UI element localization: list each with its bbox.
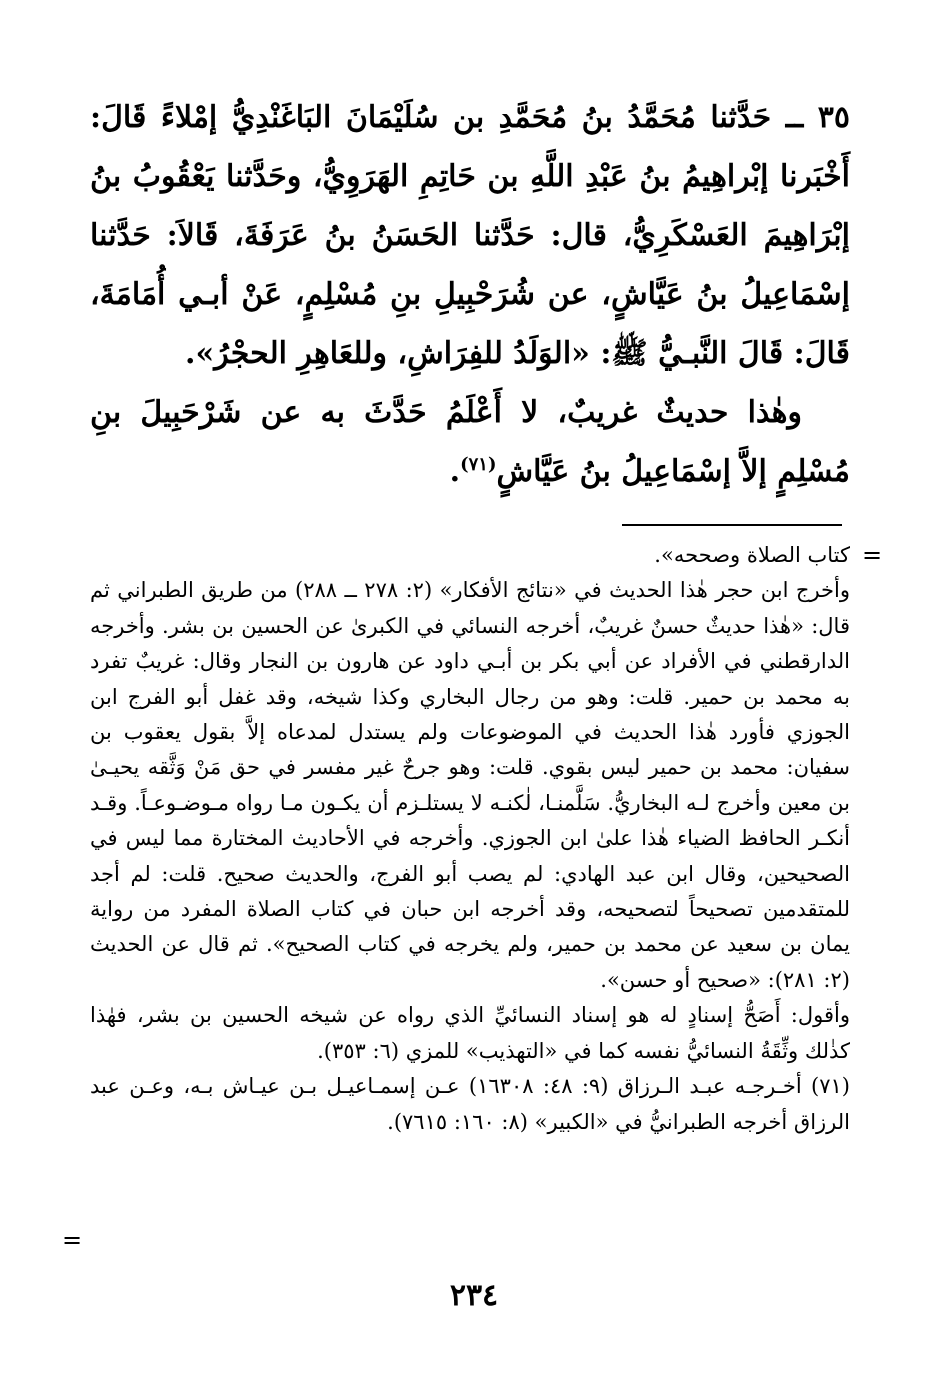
footnote-continuation: كتاب الصلاة وصححه». <box>654 543 850 567</box>
footnote-separator <box>622 524 842 526</box>
main-text <box>90 88 850 501</box>
footnote-reference: (٧١) <box>460 454 497 475</box>
footnote-ibn-hajar: وأخرج ابن حجر هٰذا الحديث في «نتائج الأفكار» (٢: ٢٧٨ ــ ٢٨٨) من طريق الطبراني ثم قال: «هٰذا حديثٌ حسنٌ غريبٌ، أخرجه النسائي في الكبرىٰ عن الحسين بن بشر. وأخرجه الدارقطني في الأفراد عن أبي بكر بن أبـي داود عن هارون بن النجار وقال: غريبٌ تفرد به محمد بن حمير. قلت: وهو من رجال البخاري وكذا شيخه، وقد غفل أبو الفرج ابن الجوزي فأورد هٰذا الحديث في الموضوعات ولم يستدل لمدعاه إلاَّ بقول يعقوب بن سفيان: محمد بن حمير ليس بقوي. قلت: وهو جرحٌ غير مفسر في حق مَنْ وَثَّقه يحيـىٰ بن معين وأخرج لـه البخاريُّ. سَلَّمنـا، لٰكنـه لا يستلـزم أن يكـون مـا رواه مـوضـوعـاً. وقـد أنكـر الحافظ الضياء هٰذا علىٰ ابن الجوزي. وأخرجه في الأحاديث المختارة مما ليس في الصحيحين، وقال ابن عبد الهادي: لم يصب أبو الفرج، والحديث صحيح. قلت: لم أجد للمتقدمين تصحيحاً لتصحيحه، وقد أخرجه ابن حبان في كتاب الصلاة المفرد من رواية يمان بن سعيد عن محمد بن حمير، ولم يخرجه في كتاب الصحيح». ثم قال عن الحديث (٢: ٢٨١): «صحيح أو حسن». <box>90 578 850 992</box>
hadith-paragraph <box>90 88 850 383</box>
remark-text: وهٰذا حديثٌ غريبٌ، لا أَعْلَمُ حَدَّثَ به عن شَرْحَبِيلَ بنِ مُسْلِمٍ إلاَّ إسْمَاعِيلُ بنُ عَيَّاشٍ <box>90 395 850 489</box>
page-number: ٢٣٤ <box>449 1278 499 1313</box>
hadith-number: ٣٥ <box>817 100 850 135</box>
footnote-author-note: وأقول: أَصَحُّ إسنادٍ له هو إسناد النسائيِّ الذي رواه عن شيخه الحسين بن بشر، فهٰذا كذٰلك وثِّقَةُ النسائيُّ نفسه كما في «التهذيب» للمزي (٦: ٣٥٣). <box>90 1003 850 1063</box>
remark-paragraph <box>90 383 850 501</box>
footnotes <box>90 538 850 1140</box>
remark-end: . <box>449 454 461 489</box>
continuation-mark-bottom: = <box>62 1226 83 1254</box>
continuation-mark-top: = <box>862 541 883 569</box>
hadith-text: ــ حَدَّثنا مُحَمَّدُ بنُ مُحَمَّدِ بن سُلَيْمَانَ البَاغَنْدِيُّ إمْلاءً قَالَ: أَخْبَرنا إبْراهِيمُ بنُ عَبْدِ اللَّهِ بن حَاتِمِ الهَرَوِيُّ، وحَدَّثنا يَعْقُوبُ بنُ إبْرَاهِيمَ العَسْكَرِيُّ، قال: حَدَّثنا الحَسَنُ بنُ عَرَفَةَ، قَالاَ: حَدَّثنا إسْمَاعِيلُ بنُ عَيَّاشٍ، عن شُرَحْبِيلِ بنِ مُسْلِمٍ، عَنْ أبـي أُمَامَةَ، قَالَ: قَالَ النَّبـيُّ ﷺ: «الوَلَدُ للفِرَاشِ، وللعَاهِرِ الحجْرُ». <box>90 100 850 371</box>
footnote-71: (٧١) أخـرجـه عبـد الـرزاق (٩: ٤٨: ١٦٣٠٨) عـن إسمـاعيـل بـن عيـاش بـه، وعـن عبد الرزاق أخرجه الطبرانيُّ في «الكبير» (٨: ١٦٠: ٧٦١٥). <box>90 1074 850 1134</box>
